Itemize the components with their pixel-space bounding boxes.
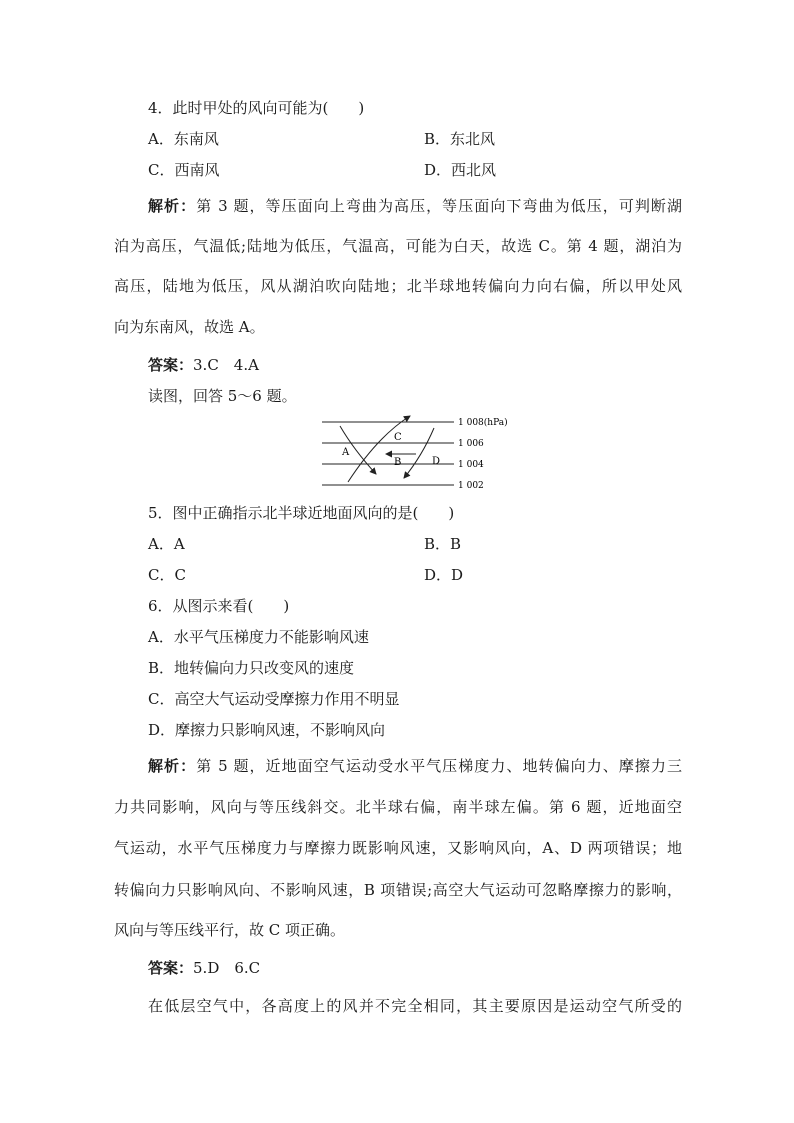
q4-option-d: D．西北风 — [424, 161, 497, 179]
q6-stem: 6．从图示来看( ) — [148, 597, 290, 615]
arrow-label-a: A — [342, 447, 350, 458]
q4-stem: 4．此时甲处的风向可能为( ) — [148, 99, 365, 117]
answer2: 答案：5.D 6.C — [148, 959, 261, 977]
q5-option-c: C．C — [148, 566, 186, 584]
answer2-label: 答案： — [148, 959, 194, 977]
q5-option-d: D．D — [424, 566, 464, 584]
explanation2-line-5: 风向与等压线平行，故 C 项正确。 — [114, 921, 346, 939]
q5-option-a: A．A — [148, 535, 185, 553]
wind-arrow-d — [404, 428, 434, 478]
q4-option-b: B．东北风 — [424, 130, 496, 148]
explanation2-line-1: 解析：第 5 题，近地面空气运动受水平气压梯度力、地转偏向力、摩擦力三 — [148, 757, 682, 775]
q6-option-c: C．高空大气运动受摩擦力作用不明显 — [148, 690, 400, 708]
explanation2-label: 解析： — [148, 757, 197, 775]
q6-option-a: A．水平气压梯度力不能影响风速 — [148, 628, 369, 646]
wind-arrow-c — [348, 416, 410, 482]
arrow-label-c: C — [394, 432, 402, 443]
explanation2-line-3: 气运动，水平气压梯度力与摩擦力既影响风速，又影响风向，A、D 两项错误；地 — [114, 839, 682, 857]
isobar-wind-diagram — [318, 408, 508, 492]
answer1-label: 答案： — [148, 356, 194, 374]
isobar-label-1002: 1 002 — [458, 481, 484, 491]
q5-option-b: B．B — [424, 535, 462, 553]
explanation1-label: 解析： — [148, 197, 197, 215]
explanation2-line-2: 力共同影响，风向与等压线斜交。北半球右偏，南半球左偏。第 6 题，近地面空 — [114, 798, 682, 816]
q4-option-a: A．东南风 — [148, 130, 219, 148]
q6-option-d: D．摩擦力只影响风速，不影响风向 — [148, 721, 386, 739]
trailing-paragraph: 在低层空气中，各高度上的风并不完全相同，其主要原因是运动空气所受的 — [148, 997, 682, 1015]
q5-stem: 5．图中正确指示北半球近地面风向的是( ) — [148, 504, 455, 522]
explanation1-line-1: 解析：第 3 题，等压面向上弯曲为高压，等压面向下弯曲为低压，可判断湖 — [148, 197, 682, 215]
q6-option-b: B．地转偏向力只改变风的速度 — [148, 659, 355, 677]
isobar-label-1008: 1 008(hPa) — [458, 418, 508, 428]
q4-option-c: C．西南风 — [148, 161, 220, 179]
explanation1-line-4: 向为东南风，故选 A。 — [114, 318, 265, 336]
read-prompt: 读图，回答 5～6 题。 — [148, 387, 297, 405]
explanation1-line-2: 泊为高压，气温低;陆地为低压，气温高，可能为白天，故选 C。第 4 题，湖泊为 — [114, 237, 682, 255]
arrow-label-d: D — [432, 456, 441, 467]
explanation1-line-3: 高压，陆地为低压，风从湖泊吹向陆地；北半球地转偏向力向右偏，所以甲处风 — [114, 277, 682, 295]
isobar-label-1004: 1 004 — [458, 460, 484, 470]
explanation2-line-4: 转偏向力只影响风向、不影响风速，B 项错误;高空大气运动可忽略摩擦力的影响， — [114, 881, 682, 899]
arrow-label-b: B — [394, 457, 402, 468]
isobar-label-1006: 1 006 — [458, 439, 484, 449]
answer1: 答案：3.C 4.A — [148, 356, 259, 374]
